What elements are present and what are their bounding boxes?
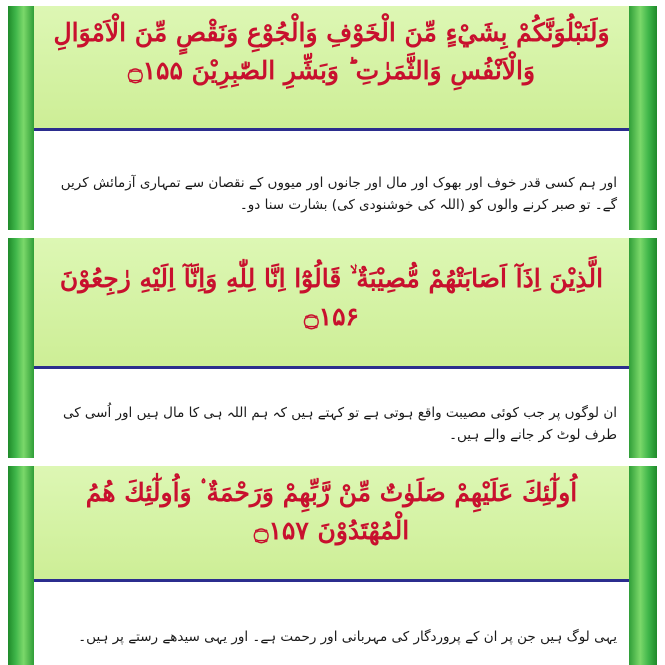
right-green-bar [629, 238, 657, 458]
left-green-bar [8, 238, 34, 458]
right-green-bar [629, 466, 657, 665]
urdu-translation: یہی لوگ ہیں جن پر ان کے پروردگار کی مہربانی اور رحمت ہے۔ اور یہی سیدھے رستے پر ہیں۔ [78, 629, 617, 645]
arabic-verse: وَلَنَبْلُوَنَّكُمْ بِشَيْءٍ مِّنَ الْخَوْفِ وَالْجُوْعِ وَنَقْصٍ مِّنَ الْاَمْوَالِ وَالْاَنْفُسِ وَالثَّمَرٰتِ ؕ وَبَشِّرِ الصّٰبِرِيْنَ ۝۱۵۵ [53, 18, 610, 85]
left-green-bar [8, 466, 34, 665]
verse-card-155 [8, 6, 657, 230]
urdu-translation: ان لوگوں پر جب کوئی مصیبت واقع ہوتی ہے تو کہتے ہیں کہ ہم اللہ ہی کا مال ہیں اور اُسی کی طرف لوٹ کر جانے والے ہیں۔ [62, 405, 617, 443]
arabic-verse: الَّذِيْنَ اِذَآ اَصَابَتْهُمْ مُّصِيْبَةٌ ۙ قَالُوْٓا اِنَّا لِلّٰهِ وَاِنَّآ اِلَيْهِ رٰجِعُوْنَ ۝۱۵۶ [59, 264, 604, 331]
urdu-translation: اور ہم کسی قدر خوف اور بھوک اور مال اور جانوں اور میووں کے نقصان سے تمہاری آزمائش کریں گے۔ تو صبر کرنے والوں کو (اللہ کی خوشنودی کی) بشارت سنا دو۔ [60, 175, 617, 213]
verse-card-157 [8, 466, 657, 665]
arabic-verse: اُولٰٓئِكَ عَلَيْهِمْ صَلَوٰتٌ مِّنْ رَّبِّهِمْ وَرَحْمَةٌ ۟ وَاُولٰٓئِكَ هُمُ الْمُهْتَدُوْنَ ۝۱۵۷ [85, 478, 578, 545]
right-green-bar [629, 6, 657, 230]
translation-panel [34, 582, 629, 665]
verse-card-156 [8, 238, 657, 458]
left-green-bar [8, 6, 34, 230]
